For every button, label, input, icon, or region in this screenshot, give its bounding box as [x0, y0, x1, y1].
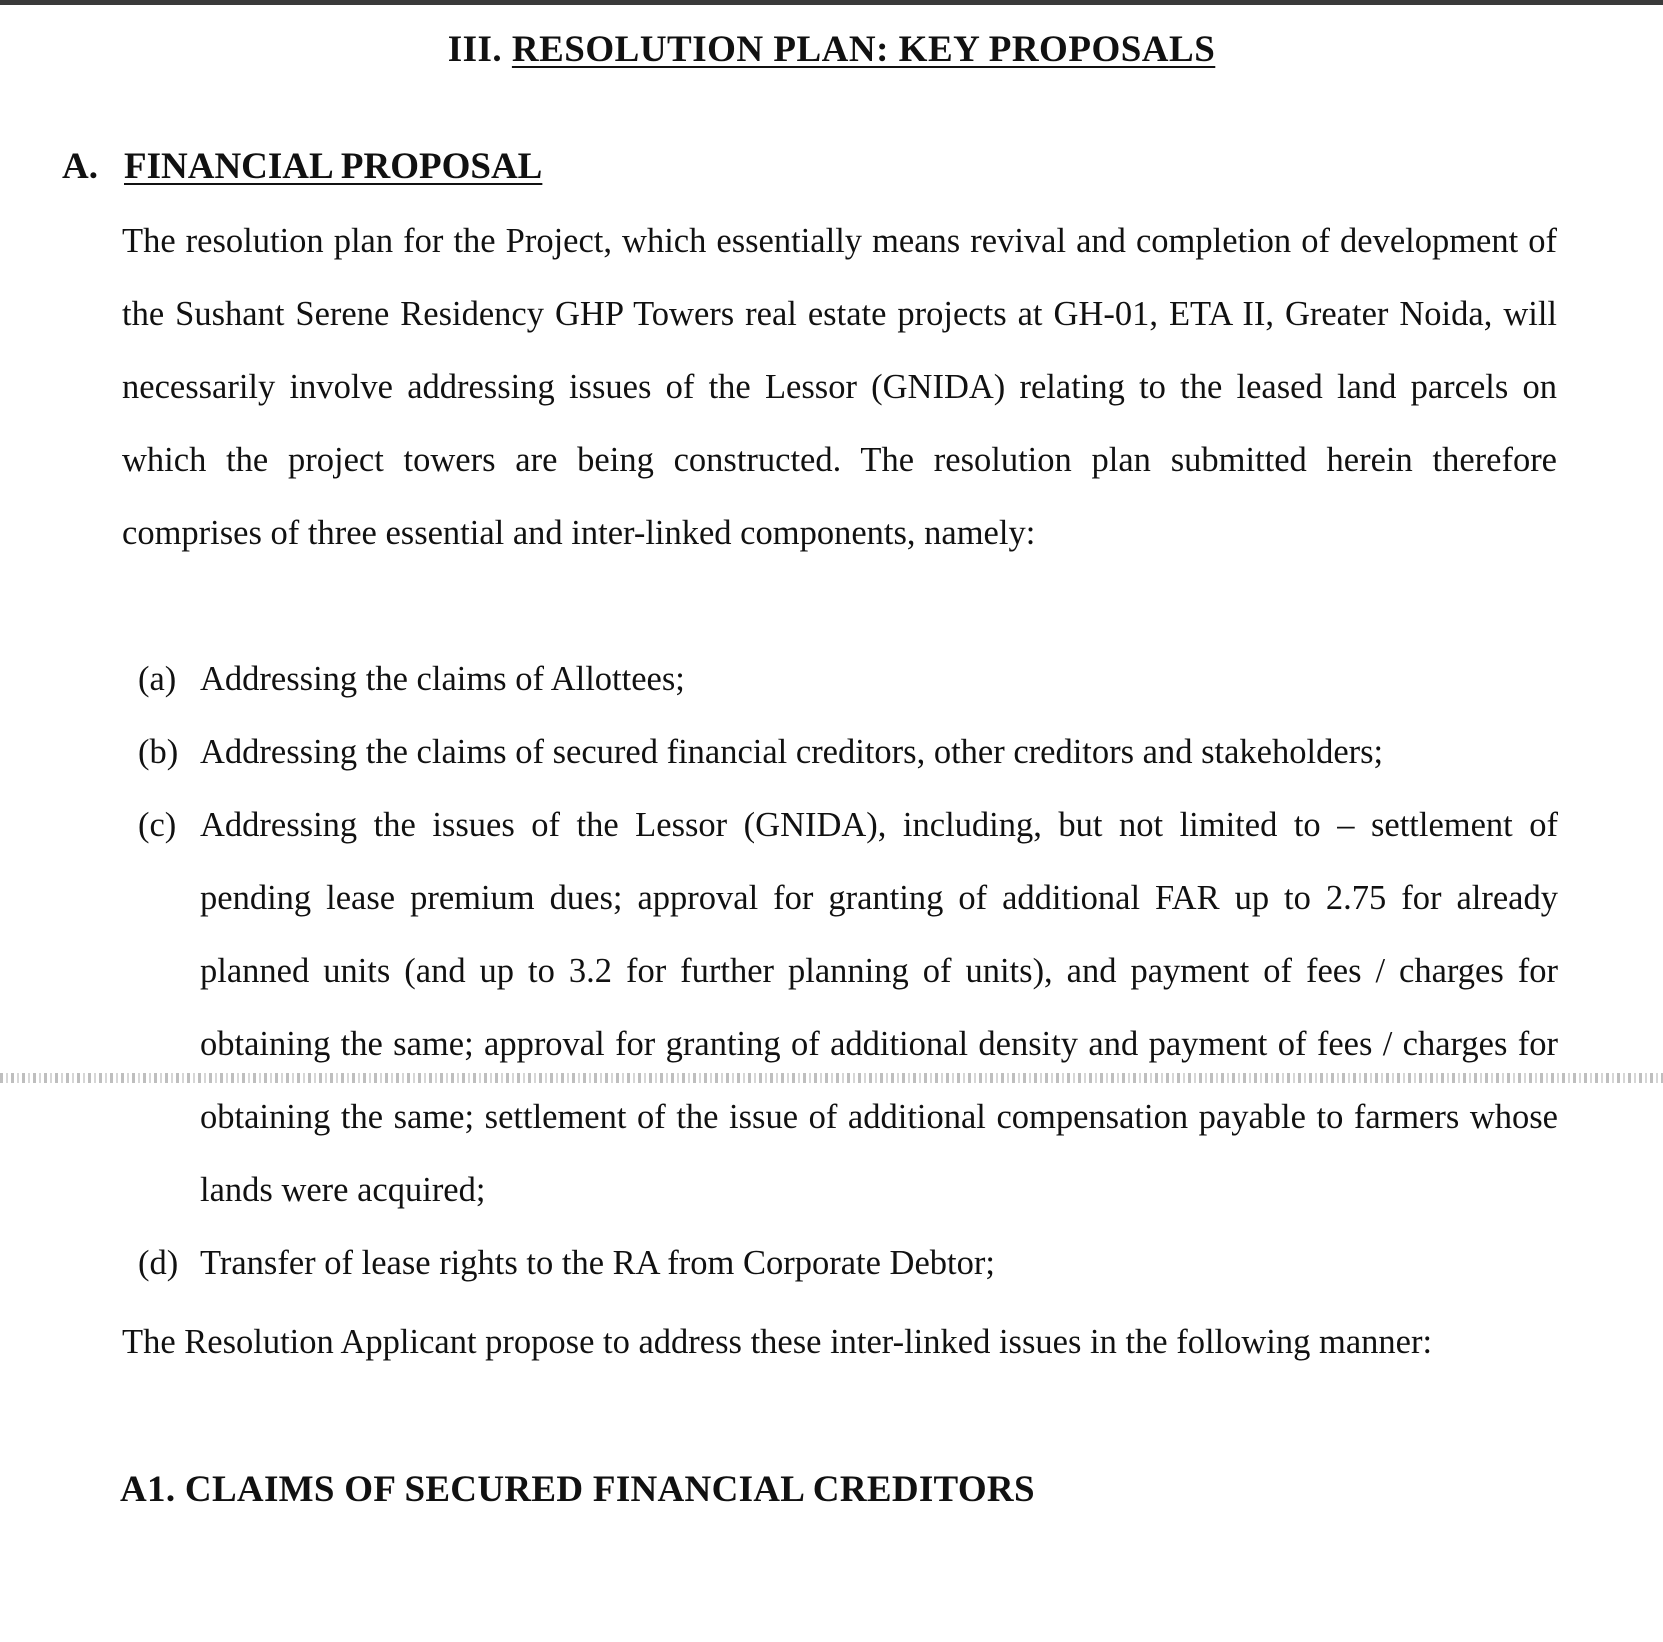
intro-paragraph: The resolution plan for the Project, which essentially means revival and completion of development of the Sushant Serene Residency GHP Towers real estate projects at GH-01, ETA II, Greater Noida, will necessarily involve addressing issues of the Lessor (GNIDA) relating to the leased land parcels on which the project towers are being constructed. The resolution plan submitted herein therefore comprises of three essential and inter-linked components, namely: [122, 222, 1557, 552]
list-item-text: Addressing the issues of the Lessor (GNIDA), including, but not limited to – settlement of pending lease premium dues; approval for granting of additional FAR up to 2.75 for already planned units (and up to 3.2 for further planning of units), and payment of fees / charges for obtaining the same; approval for granting of additional density and payment of fees / charges for obtaining the same; settlement of the issue of additional compensation payable to farmers whose lands were acquired; [200, 806, 1558, 1209]
list-item [138, 1227, 1558, 1300]
closing-paragraph: The Resolution Applicant propose to address these inter-linked issues in the following manner: [122, 1323, 1433, 1361]
list-item [138, 643, 1558, 716]
list-item-text: Addressing the claims of Allottees; [200, 660, 685, 698]
subsection-heading: A1. CLAIMS OF SECURED FINANCIAL CREDITORS [120, 1469, 1035, 1510]
title-text: RESOLUTION PLAN: KEY PROPOSALS [511, 29, 1216, 70]
scan-seam-artifact [0, 1073, 1663, 1083]
list-item [138, 716, 1558, 789]
section-letter: A. [62, 146, 98, 187]
list-item [138, 789, 1558, 1227]
list-item-text: Transfer of lease rights to the RA from Corporate Debtor; [200, 1244, 995, 1282]
component-list [138, 643, 1558, 1300]
list-marker: (d) [138, 1244, 179, 1282]
list-marker: (b) [138, 733, 179, 771]
section-heading [62, 145, 542, 188]
top-border-rule [0, 0, 1663, 5]
list-marker: (a) [138, 660, 177, 698]
page-title [0, 28, 1663, 71]
title-number: III. [447, 29, 503, 70]
list-marker: (c) [138, 806, 177, 844]
section-title: FINANCIAL PROPOSAL [124, 146, 543, 187]
list-item-text: Addressing the claims of secured financial creditors, other creditors and stakeholders; [200, 733, 1384, 771]
